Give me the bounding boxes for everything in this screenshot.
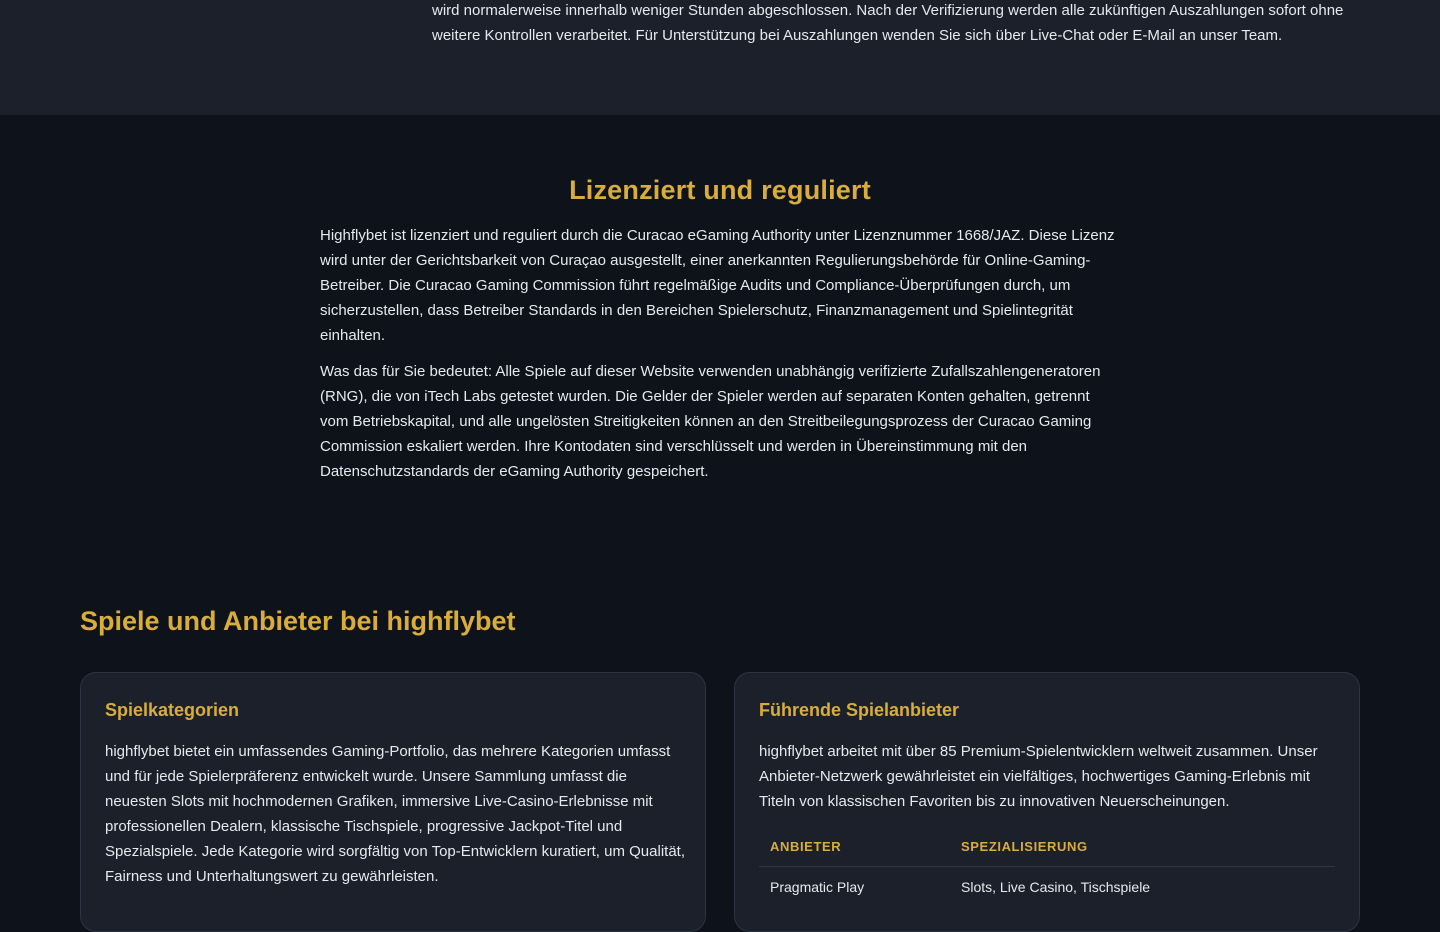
game-categories-card (80, 672, 706, 932)
withdrawal-info-text: wird normalerweise innerhalb weniger Stunden abgeschlossen. Nach der Verifizierung werden alle zukünftigen Auszahlungen sofort ohne weitere Kontrollen verarbeitet. Für Unterstützung bei Auszahlungen wenden Sie sich über Live-Chat oder E-Mail an unser Team. (432, 2, 1344, 44)
provider-name-cell: Pragmatic Play (770, 879, 865, 895)
games-section-title: Spiele und Anbieter bei highflybet (80, 606, 516, 636)
game-providers-card (734, 672, 1360, 932)
withdrawal-info-section (0, 0, 1440, 115)
providers-table (759, 829, 1335, 907)
license-paragraph-1: Highflybet ist lizenziert und reguliert durch die Curacao eGaming Authority unter Lizenznummer 1668/JAZ. Diese Lizenz wird unter der Gerichtsbarkeit von Curaçao ausgestellt, einer anerkannten Regulierungsbehörde für Online-Gaming-Betreiber. Die Curacao Gaming Commission führt regelmäßige Audits und Compliance-Überprüfungen durch, um sicherzustellen, dass Betreiber Standards in den Bereichen Spielerschutz, Finanzmanagement und Spielintegrität einhalten. (320, 227, 1115, 344)
license-section (0, 115, 1440, 900)
providers-header-provider: ANBIETER (759, 829, 950, 867)
game-providers-title: Führende Spielanbieter (759, 700, 960, 720)
license-paragraph-2: Was das für Sie bedeutet: Alle Spiele auf dieser Website verwenden unabhängig verifizierte Zufallszahlengeneratoren (RNG), die von iTech Labs getestet wurden. Die Gelder der Spieler werden auf separaten Konten gehalten, getrennt vom Betriebskapital, und alle ungelösten Streitigkeiten können an den Streitbeilegungsprozess der Curacao Gaming Commission eskaliert werden. Ihre Kontodaten sind verschlüsselt und werden in Übereinstimmung mit den Datenschutzstandards der eGaming Authority gespeichert. (320, 363, 1101, 480)
providers-table-header-row (759, 829, 1335, 867)
table-row (759, 867, 1335, 908)
provider-specialization-cell: Slots, Live Casino, Tischspiele (961, 879, 1151, 895)
game-categories-text: highflybet bietet ein umfassendes Gaming-Portfolio, das mehrere Kategorien umfasst und für jede Spielerpräferenz entwickelt wurde. Unsere Sammlung umfasst die neuesten Slots mit hochmodernen Grafiken, immersive Live-Casino-Erlebnisse mit professionellen Dealern, klassische Tischspiele, progressive Jackpot-Titel und Spezialspiele. Jede Kategorie wird sorgfältig von Top-Entwicklern kuratiert, um Qualität, Fairness und Unterhaltungswert zu gewährleisten. (105, 743, 686, 885)
license-title: Lizenziert und reguliert (569, 175, 871, 205)
providers-header-specialization: SPEZIALISIERUNG (950, 829, 1335, 867)
game-providers-text: highflybet arbeitet mit über 85 Premium-Spielentwicklern weltweit zusammen. Unser Anbieter-Netzwerk gewährleistet ein vielfältiges, hochwertiges Gaming-Erlebnis mit Titeln von klassischen Favoriten bis zu innovativen Neuerscheinungen. (759, 743, 1318, 810)
game-categories-title: Spielkategorien (105, 700, 240, 720)
